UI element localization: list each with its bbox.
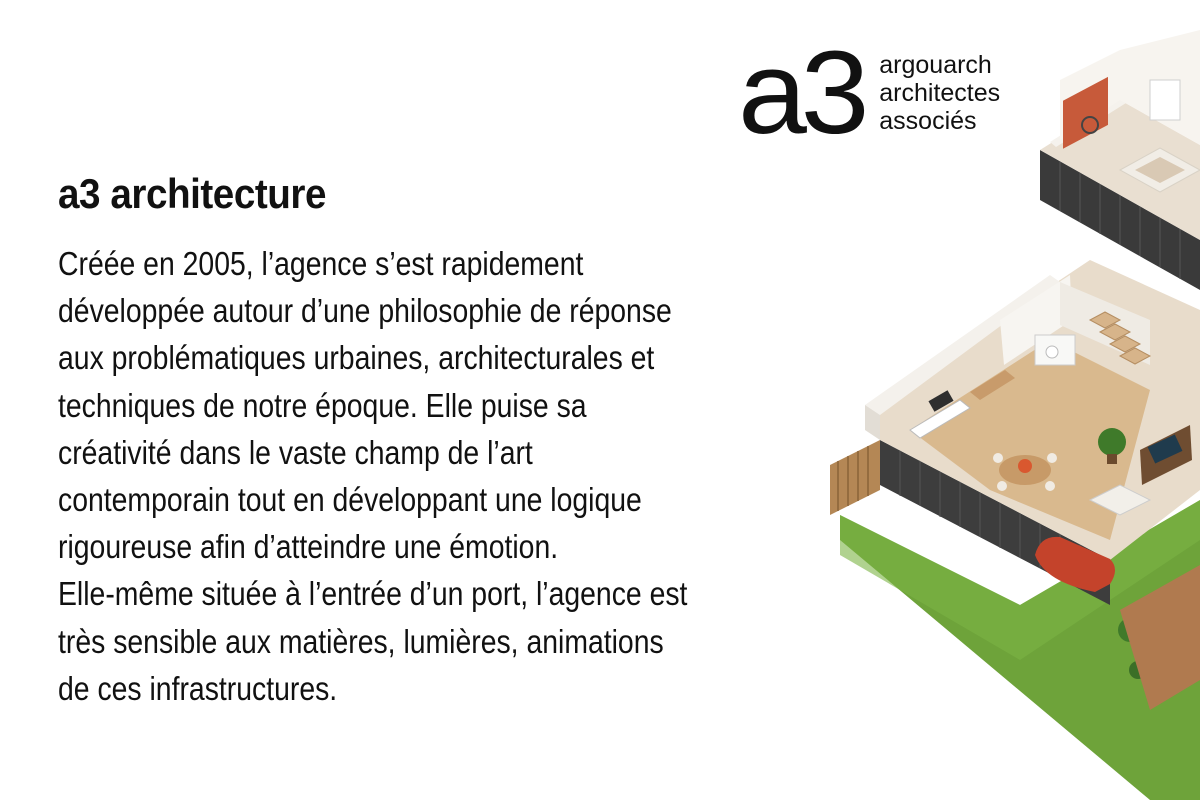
- description-line: développée autour d’une philosophie de réponse: [58, 292, 672, 330]
- logo-name-line: argouarch: [879, 51, 992, 79]
- page-title: a3 architecture: [58, 170, 327, 217]
- description-line: créativité dans le vaste champ de l’art: [58, 433, 533, 471]
- logo-name-line: associés: [879, 107, 977, 135]
- description-line: très sensible aux matières, lumières, animations: [58, 622, 664, 660]
- description-line: techniques de notre époque. Elle puise sa: [58, 386, 587, 424]
- description-line: de ces infrastructures.: [58, 669, 338, 707]
- description-line: Elle-même située à l’entrée d’un port, l’agence est: [58, 575, 688, 613]
- description-line: rigoureuse afin d’atteindre une émotion.: [58, 528, 559, 566]
- description-line: aux problématiques urbaines, architecturales et: [58, 339, 655, 377]
- description-paragraph: [58, 240, 815, 712]
- house-cutaway-illustration: [820, 20, 1200, 800]
- logo-name-line: architectes: [879, 79, 1001, 107]
- description-line: Créée en 2005, l’agence s’est rapidement: [58, 245, 584, 282]
- description-line: contemporain tout en développant une logique: [58, 481, 642, 519]
- plant: [1098, 428, 1126, 456]
- logo-mark: a3: [738, 27, 864, 159]
